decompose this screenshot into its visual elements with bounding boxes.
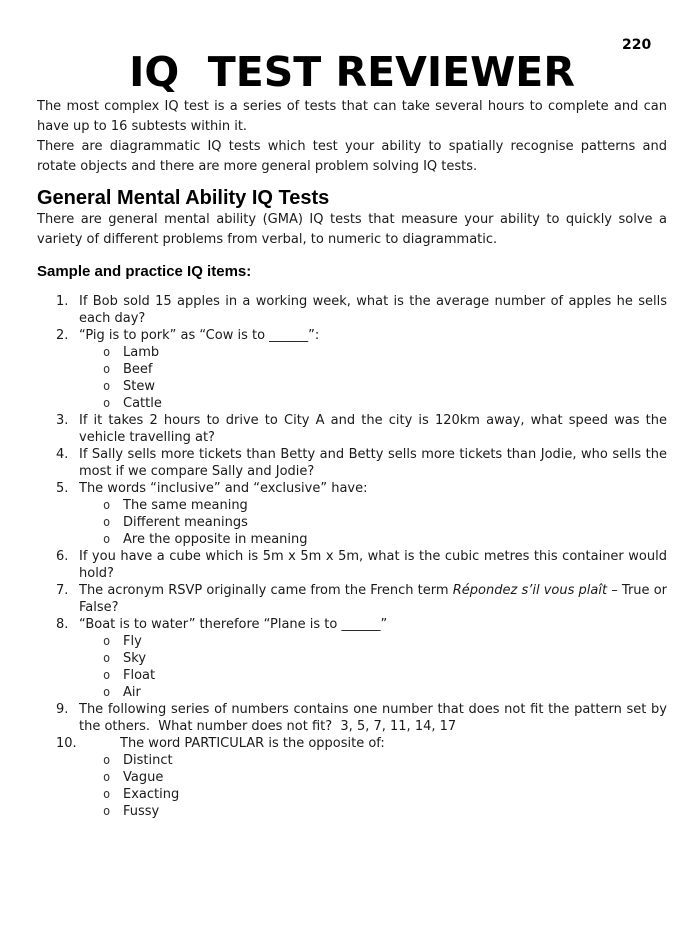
question-number: 1.	[56, 294, 69, 310]
circle-bullet-icon: o	[103, 753, 111, 768]
option-label: Float	[123, 668, 156, 684]
question-text: The word PARTICULAR is the opposite of:	[120, 736, 385, 752]
option-label: Are the opposite in meaning	[123, 532, 308, 548]
question-item-3	[37, 412, 667, 446]
option-item	[103, 684, 667, 701]
intro-paragraph-2: There are diagrammatic IQ tests which test your ability to spatially recognise patterns and rotate objects and there are more general problem solving IQ tests.	[37, 139, 667, 175]
question-number: 9.	[56, 702, 69, 718]
document-title: IQ TEST REVIEWER	[129, 48, 575, 96]
circle-bullet-icon: o	[103, 685, 111, 700]
question-number: 5.	[56, 481, 69, 497]
option-label: Beef	[123, 362, 153, 378]
question-item-7	[37, 582, 667, 616]
option-label: The same meaning	[123, 498, 248, 514]
option-item	[103, 786, 667, 803]
section-heading: General Mental Ability IQ Tests	[37, 187, 330, 210]
question-number: 8.	[56, 617, 69, 633]
option-label: Cattle	[123, 396, 162, 412]
option-item	[103, 497, 667, 514]
circle-bullet-icon: o	[103, 515, 111, 530]
option-item	[103, 650, 667, 667]
question-text: “Boat is to water” therefore “Plane is to ______”	[79, 617, 388, 633]
option-item	[103, 769, 667, 786]
option-label: Fussy	[123, 804, 160, 820]
document-page	[0, 48, 697, 820]
question-text: The words “inclusive” and “exclusive” have:	[79, 481, 368, 497]
section-paragraph: There are general mental ability (GMA) IQ tests that measure your ability to quickly solve a variety of different problems from verbal, to numeric to diagrammatic.	[37, 212, 667, 248]
circle-bullet-icon: o	[103, 362, 111, 377]
question-number: 6.	[56, 549, 69, 565]
option-label: Exacting	[123, 787, 180, 803]
question-item-9	[37, 701, 667, 735]
option-label: Sky	[123, 651, 147, 667]
question-number: 7.	[56, 583, 69, 599]
option-item	[103, 531, 667, 548]
page-number-fragment	[622, 37, 656, 53]
question-item-4	[37, 446, 667, 480]
question-item-5	[37, 480, 667, 497]
question-number: 4.	[56, 447, 69, 463]
question-item-8	[37, 616, 667, 633]
option-label: Air	[123, 685, 141, 701]
circle-bullet-icon: o	[103, 532, 111, 547]
option-label: Vague	[123, 770, 164, 786]
option-item	[103, 344, 667, 361]
circle-bullet-icon: o	[103, 634, 111, 649]
circle-bullet-icon: o	[103, 787, 111, 802]
subsection-heading: Sample and practice IQ items:	[37, 263, 252, 281]
option-label: Different meanings	[123, 515, 248, 531]
option-item	[103, 378, 667, 395]
question-text-italic: Répondez s’il vous plaît	[452, 583, 608, 599]
page-number: 220	[622, 37, 652, 53]
option-item	[103, 803, 667, 820]
intro-paragraph-1: The most complex IQ test is a series of tests that can take several hours to complete and can have up to 16 subtests within it.	[37, 99, 667, 135]
question-item-1	[37, 293, 667, 327]
option-item	[103, 395, 667, 412]
circle-bullet-icon: o	[103, 804, 111, 819]
question-item-10	[37, 735, 667, 752]
question-number: 2.	[56, 328, 69, 344]
question-text: If it takes 2 hours to drive to City A and the city is 120km away, what speed was the vehicle travelling at?	[79, 413, 667, 446]
circle-bullet-icon: o	[103, 345, 111, 360]
option-label: Fly	[123, 634, 142, 650]
question-list	[37, 293, 667, 820]
question-text-part: – True or False?	[79, 583, 668, 616]
option-item	[103, 361, 667, 378]
option-item	[103, 514, 667, 531]
question-number: 3.	[56, 413, 69, 429]
option-item	[103, 667, 667, 684]
circle-bullet-icon: o	[103, 379, 111, 394]
question-text	[79, 582, 667, 616]
question-text: If you have a cube which is 5m x 5m x 5m, what is the cubic metres this container would hold?	[79, 549, 667, 582]
circle-bullet-icon: o	[103, 651, 111, 666]
option-label: Distinct	[123, 753, 173, 769]
question-text: The following series of numbers contains one number that does not fit the pattern set by the others. What number does not fit? 3, 5, 7, 11, 14, 17	[79, 702, 667, 735]
question-text: If Bob sold 15 apples in a working week, what is the average number of apples he sells each day?	[79, 294, 667, 327]
question-text: If Sally sells more tickets than Betty and Betty sells more tickets than Jodie, who sells the most if we compare Sally and Jodie?	[79, 447, 667, 480]
option-label: Lamb	[123, 345, 160, 361]
option-label: Stew	[123, 379, 155, 395]
circle-bullet-icon: o	[103, 396, 111, 411]
question-text-part: The acronym RSVP originally came from the French term	[79, 583, 453, 599]
option-item	[103, 633, 667, 650]
question-item-6	[37, 548, 667, 582]
circle-bullet-icon: o	[103, 668, 111, 683]
question-item-2	[37, 327, 667, 344]
circle-bullet-icon: o	[103, 770, 111, 785]
question-text: “Pig is to pork” as “Cow is to ______”:	[79, 328, 320, 344]
option-item	[103, 752, 667, 769]
question-number: 10.	[56, 736, 77, 752]
circle-bullet-icon: o	[103, 498, 111, 513]
